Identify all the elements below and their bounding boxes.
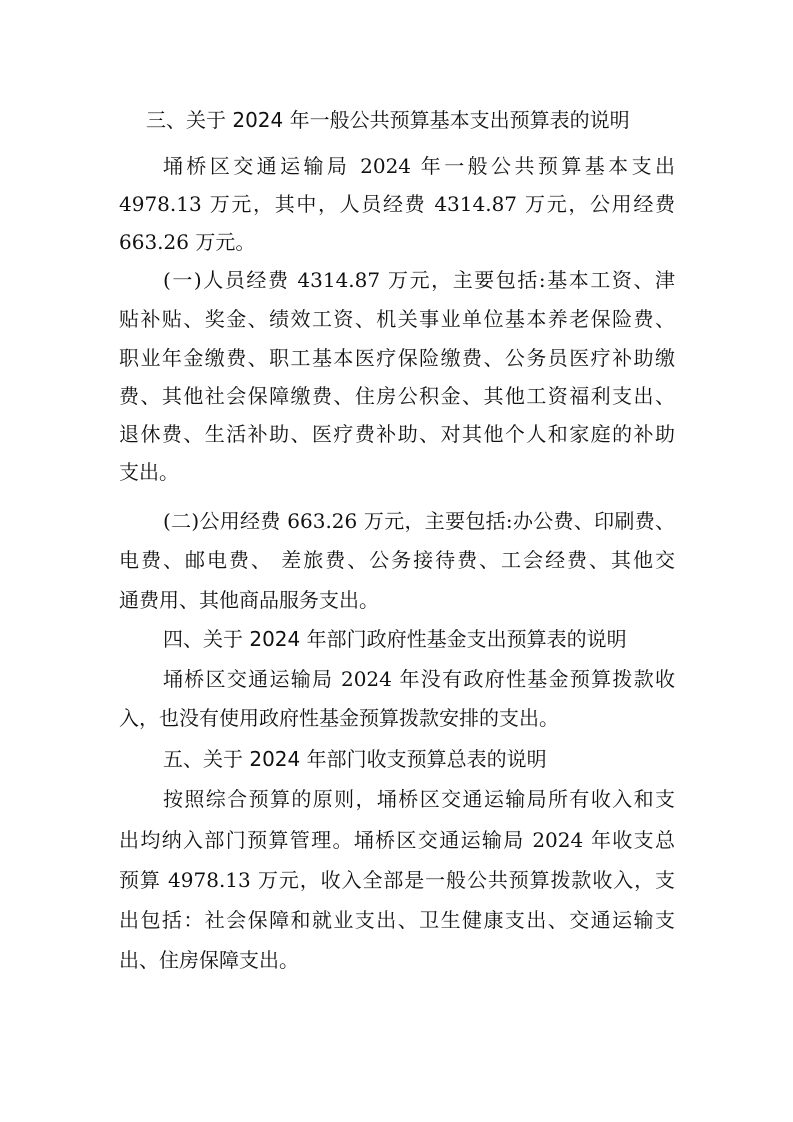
section-heading: 四、关于 2024 年部门政府性基金支出预算表的说明 xyxy=(163,627,627,651)
paragraph-line: (一)人员经费 4314.87 万元，主要包括:基本工资、津 xyxy=(163,268,675,292)
paragraph-line: 入，也没有使用政府性基金预算拨款安排的支出。 xyxy=(119,706,559,730)
section-heading: 五、关于 2024 年部门收支预算总表的说明 xyxy=(163,747,547,771)
paragraph-line: (二)公用经费 663.26 万元，主要包括:办公费、印刷费、 xyxy=(163,509,675,533)
paragraph-line: 退休费、生活补助、医疗费补助、对其他个人和家庭的补助 xyxy=(119,422,675,446)
paragraph-line: 职业年金缴费、职工基本医疗保险缴费、公务员医疗补助缴 xyxy=(119,346,675,370)
section-heading: 三、关于 2024 年一般公共预算基本支出预算表的说明 xyxy=(146,108,630,132)
paragraph-line: 费、其他社会保障缴费、住房公积金、其他工资福利支出、 xyxy=(119,384,675,408)
paragraph-line: 贴补贴、奖金、绩效工资、机关事业单位基本养老保险费、 xyxy=(119,307,675,331)
paragraph-line: 4978.13 万元，其中，人员经费 4314.87 万元，公用经费 xyxy=(119,192,675,216)
paragraph-line: 预算 4978.13 万元，收入全部是一般公共预算拨款收入，支 xyxy=(119,868,675,892)
paragraph-line: 663.26 万元。 xyxy=(119,230,256,254)
paragraph-line: 电费、邮电费、 差旅费、公务接待费、工会经费、其他交 xyxy=(119,548,675,572)
paragraph-line: 按照综合预算的原则，埇桥区交通运输局所有收入和支 xyxy=(163,787,675,811)
paragraph-line: 埇桥区交通运输局 2024 年一般公共预算基本支出 xyxy=(163,154,675,178)
paragraph-line: 出、住房保障支出。 xyxy=(119,948,299,972)
paragraph-line: 出均纳入部门预算管理。埇桥区交通运输局 2024 年收支总 xyxy=(119,828,675,852)
paragraph-line: 埇桥区交通运输局 2024 年没有政府性基金预算拨款收 xyxy=(163,667,675,691)
paragraph-line: 支出。 xyxy=(119,460,179,484)
paragraph-line: 出包括：社会保障和就业支出、卫生健康支出、交通运输支 xyxy=(119,908,675,932)
paragraph-line: 通费用、其他商品服务支出。 xyxy=(119,588,379,612)
